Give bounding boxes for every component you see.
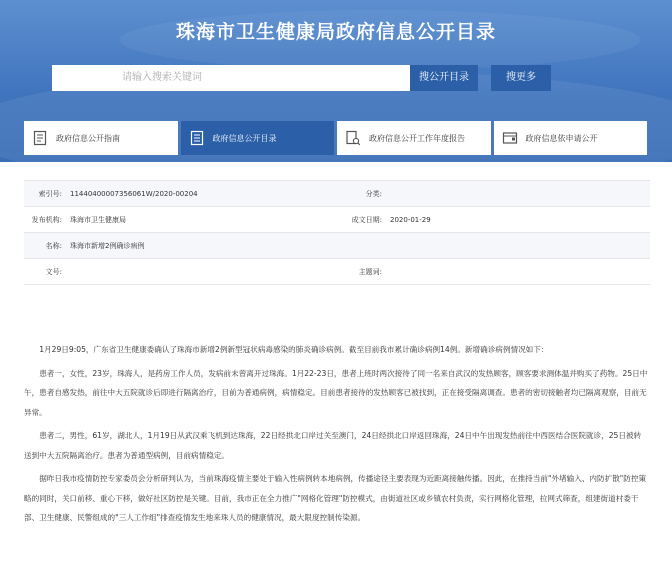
publisher-value: 珠海市卫生健康局 (70, 215, 126, 224)
window-icon (502, 130, 518, 146)
nav-tabs (24, 121, 650, 155)
page-title: 珠海市卫生健康局政府信息公开目录 (175, 21, 496, 43)
article-paragraph: 患者二，男性，61岁，湖北人，1月19日从武汉乘飞机到达珠海，22日经拱北口岸过关至澳门，24日经拱北口岸返回珠海，24日中午出现发热前往中西医结合医院就诊，25日被转送到中大五院隔离治疗。患者为普通型病例，目前病情稳定。 (24, 431, 642, 460)
list-icon (189, 130, 205, 146)
tab-label: 政府信息公开目录 (212, 133, 277, 143)
tab-label: 政府信息公开指南 (56, 133, 120, 143)
info-row (24, 259, 650, 285)
publisher-label: 发布机构: (31, 215, 62, 224)
name-label: 名称: (45, 241, 62, 250)
category-label: 分类: (365, 189, 382, 198)
index-value: 11440400007356061W/2020-00204 (70, 189, 198, 198)
article-paragraph: 1月29日9:05，广东省卫生健康委确认了珠海市新增2例新型冠状病毒感染的肺炎确诊病例。截至目前我市累计确诊病例14例。新增确诊病例情况如下： (39, 345, 549, 354)
search-directory-button[interactable]: 搜公开目录 (410, 65, 478, 91)
document-icon (32, 130, 48, 146)
subject-label: 主题词: (358, 267, 382, 276)
article-paragraph: 患者一，女性，23岁，珠海人，是药房工作人员，发病前未曾离开过珠海。1月22-23日，患者上班时两次接待了同一名来自武汉的发热顾客，顾客要求测体温并购买了药物。25日中午，患者自感发热，前往中大五院就诊后即进行隔离治疗，目前为普通病例，病情稳定。目前患者接待的发热顾客已被找到，正在接受隔离调查。患者的密切接触者均已隔离观察，目前无异常。 (24, 368, 648, 417)
report-search-icon (345, 130, 361, 146)
tab-annual-report[interactable] (337, 121, 491, 155)
date-value: 2020-01-29 (390, 215, 431, 224)
date-label: 成文日期: (351, 215, 382, 224)
article-paragraph: 据昨日我市疫情防控专家委员会分析研判认为，当前珠海疫情主要处于输入性病例转本地病例，传播途径主要表现为近距离接触传播。因此，在推持当前"外堵输入、内防扩散"防控策略的同时，关口前移、重心下移，做好社区防控是关键。目前，我市正在全力推广"网格化管理"防控模式，由街道社区或乡镇农村负责，实行网格化管理，拉网式筛查，组建街道村委干部、卫生健康、民警组成的"三人工作组"排查疫情发生地来珠人员的健康情况，最大限度控制传染源。 (24, 474, 647, 522)
tab-label: 政府信息公开工作年度报告 (369, 133, 465, 143)
name-value: 珠海市新增2例确诊病例 (70, 241, 145, 250)
header-banner (0, 0, 672, 162)
info-row (24, 233, 650, 259)
article-body (24, 340, 648, 528)
search-more-button[interactable]: 搜更多 (491, 65, 551, 91)
tab-directory[interactable] (181, 121, 335, 155)
document-info-table (24, 180, 650, 285)
tab-application[interactable] (494, 121, 648, 155)
info-row (24, 207, 650, 233)
index-label: 索引号: (38, 189, 62, 198)
info-row (24, 181, 650, 207)
tab-guide[interactable] (24, 121, 178, 155)
tab-label: 政府信息依申请公开 (525, 133, 598, 143)
docno-label: 文号: (45, 267, 62, 276)
search-input[interactable]: 请输入搜索关键词 (52, 65, 410, 91)
